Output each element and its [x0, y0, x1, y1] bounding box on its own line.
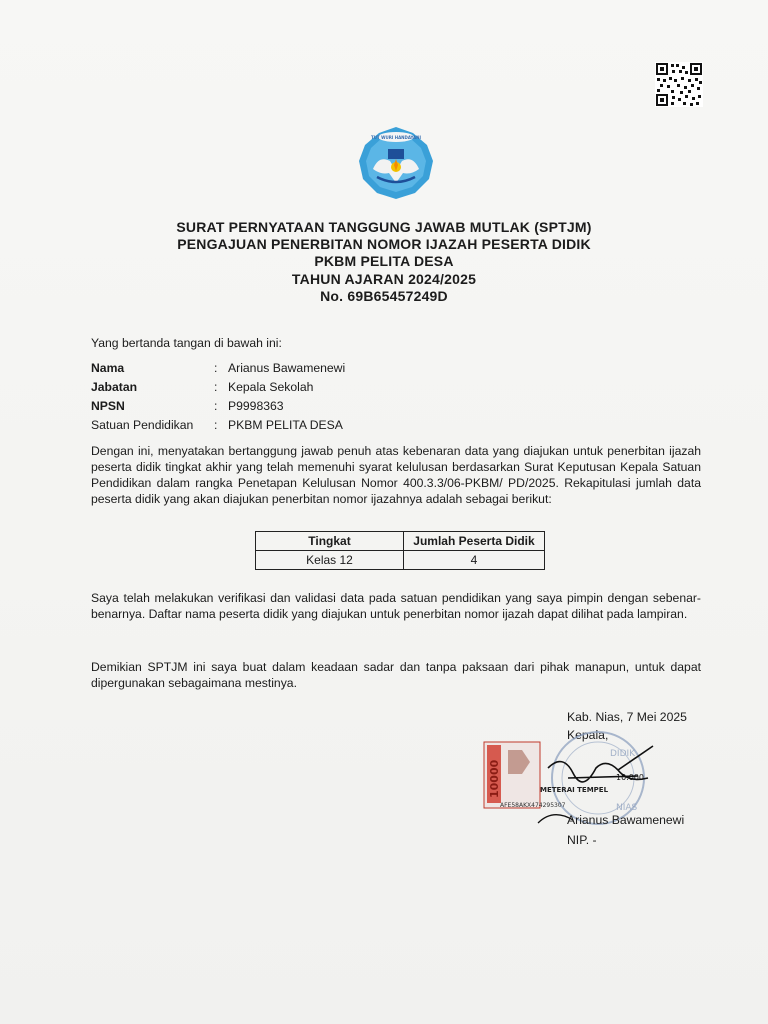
identity-colon: :: [214, 418, 218, 432]
identity-row-name: [91, 361, 701, 377]
qr-code-icon: [655, 62, 703, 107]
identity-value: PKBM PELITA DESA: [228, 418, 343, 432]
svg-text:NIAS: NIAS: [616, 803, 638, 813]
meterai-value: 10000: [488, 759, 501, 798]
table-header-cell: Tingkat: [256, 532, 404, 551]
closing-paragraph: Demikian SPTJM ini saya buat dalam keadaan sadar dan tanpa paksaan dari pihak manapun, untuk dapat dipergunakan sebagaimana mestinya.: [91, 660, 701, 690]
identity-value: Kepala Sekolah: [228, 380, 314, 394]
svg-text:DIDIK: DIDIK: [610, 749, 636, 759]
title-line-1: SURAT PERNYATAAN TANGGUNG JAWAB MUTLAK (SPTJM): [176, 219, 592, 235]
identity-label: NPSN: [91, 399, 125, 413]
intro-text: Yang bertanda tangan di bawah ini:: [91, 336, 282, 350]
title-line-4: TAHUN AJARAN 2024/2025: [291, 271, 477, 287]
identity-row-unit: [91, 418, 701, 434]
identity-colon: :: [214, 399, 218, 413]
identity-label: Jabatan: [91, 380, 138, 394]
summary-table: [255, 531, 545, 570]
table-header-row: [256, 532, 545, 551]
identity-colon: :: [214, 380, 218, 394]
signature-note: 10.000: [616, 773, 644, 782]
title-line-3: PKBM PELITA DESA: [314, 253, 454, 269]
signatory-nip: NIP. -: [567, 833, 597, 847]
signatory-title: Kepala,: [567, 728, 609, 742]
tut-wuri-handayani-logo: [355, 125, 437, 200]
statement-paragraph: Dengan ini, menyatakan bertanggung jawab penuh atas kebenaran data yang diajukan untuk penerbitan ijazah peserta didik tingkat akhir yang telah memenuhi syarat kelulusan berdasarkan Surat Keputusan Kepala Satuan Pendidikan dalam rangka Penetapan Kelulusan Nomor 400.3.3/06-PKBM/ PD/2025. Rekapitulasi jumlah data peserta didik yang akan diajukan penerbitan nomor ijazahnya adalah sebagai berikut:: [91, 444, 701, 506]
meterai-serial: AFE58AKX474295307: [500, 802, 566, 809]
svg-text:TUT WURI HANDAYANI: TUT WURI HANDAYANI: [371, 135, 421, 140]
identity-label: Satuan Pendidikan: [91, 418, 194, 432]
identity-value: Arianus Bawamenewi: [228, 361, 346, 375]
table-row: [256, 551, 545, 570]
identity-label: Nama: [91, 361, 125, 375]
identity-row-npsn: [91, 399, 701, 415]
table-header-cell: Jumlah Peserta Didik: [404, 532, 545, 551]
identity-value: P9998363: [228, 399, 284, 413]
table-cell: 4: [404, 551, 545, 570]
identity-row-position: [91, 380, 701, 396]
verification-paragraph: Saya telah melakukan verifikasi dan validasi data pada satuan pendidikan yang saya pimpin dengan sebenar-benarnya. Daftar nama peserta didik yang diajukan untuk penerbitan nomor ijazah dapat dilihat pada lampiran.: [91, 591, 701, 621]
identity-colon: :: [214, 361, 218, 375]
table-cell: Kelas 12: [256, 551, 404, 570]
document-number: No. 69B65457249D: [320, 288, 448, 304]
meterai-label: METERAI TEMPEL: [540, 786, 609, 794]
title-line-2: PENGAJUAN PENERBITAN NOMOR IJAZAH PESERTA DIDIK: [177, 236, 591, 252]
signatory-name: Arianus Bawamenewi: [567, 813, 685, 827]
place-date: Kab. Nias, 7 Mei 2025: [567, 710, 687, 724]
